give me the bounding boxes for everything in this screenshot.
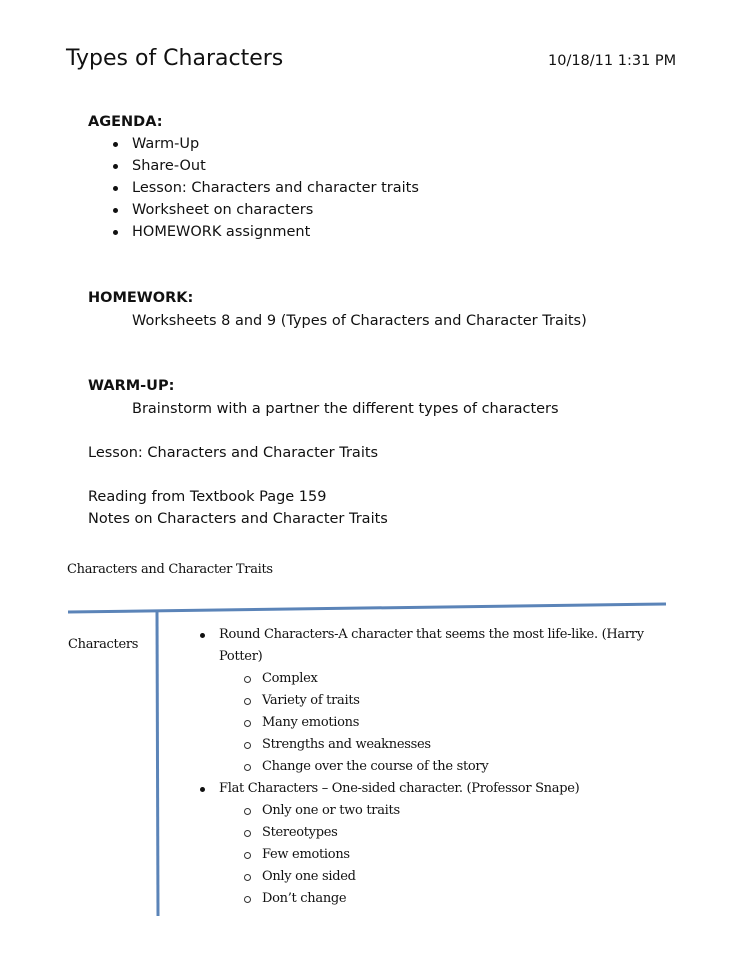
notes-caption: Characters and Character Traits [67, 562, 273, 577]
agenda-item: Lesson: Characters and character traits [132, 180, 419, 196]
warmup-heading: WARM-UP: [88, 378, 175, 394]
sub-bullet-icon [244, 764, 251, 771]
bullet-icon [200, 633, 205, 638]
sub-bullet-icon [244, 808, 251, 815]
sub-item: Don’t change [262, 891, 347, 906]
sub-bullet-icon [244, 742, 251, 749]
lesson-line: Lesson: Characters and Character Traits [88, 445, 379, 461]
sub-bullet-icon [244, 830, 251, 837]
page-title: Types of Characters [66, 46, 284, 71]
agenda-item: Share-Out [132, 158, 206, 174]
sub-item: Only one sided [262, 869, 356, 884]
row-label: Characters [68, 637, 139, 652]
homework-text: Worksheets 8 and 9 (Types of Characters and Character Traits) [132, 313, 587, 329]
notes-line: Notes on Characters and Character Traits [88, 511, 388, 527]
horizontal-rule [68, 604, 666, 612]
sub-bullet-icon [244, 698, 251, 705]
datetime: 10/18/11 1:31 PM [548, 53, 677, 69]
flat-characters-line: Flat Characters – One-sided character. (Professor Snape) [219, 781, 580, 796]
sub-item: Many emotions [262, 715, 360, 730]
round-characters-line2: Potter) [219, 649, 263, 664]
sub-item: Variety of traits [262, 693, 360, 708]
agenda-item: HOMEWORK assignment [132, 224, 311, 240]
warmup-text: Brainstorm with a partner the different types of characters [132, 401, 559, 417]
sub-bullet-icon [244, 676, 251, 683]
sub-item: Stereotypes [262, 825, 338, 840]
sub-bullet-icon [244, 852, 251, 859]
reading-line: Reading from Textbook Page 159 [88, 489, 327, 505]
bullet-icon [200, 787, 205, 792]
agenda-item: Warm-Up [132, 136, 200, 152]
homework-heading: HOMEWORK: [88, 290, 194, 306]
sub-bullet-icon [244, 874, 251, 881]
vertical-rule [157, 611, 158, 916]
sub-bullet-icon [244, 896, 251, 903]
sub-item: Change over the course of the story [262, 759, 489, 774]
sub-item: Few emotions [262, 847, 350, 862]
sub-item: Complex [262, 671, 318, 686]
agenda-item: Worksheet on characters [132, 202, 314, 218]
round-characters-line: Round Characters-A character that seems the most life-like. (Harry [219, 627, 644, 642]
agenda-heading: AGENDA: [88, 114, 163, 130]
sub-item: Strengths and weaknesses [262, 737, 431, 752]
sub-bullet-icon [244, 720, 251, 727]
sub-item: Only one or two traits [262, 803, 400, 818]
